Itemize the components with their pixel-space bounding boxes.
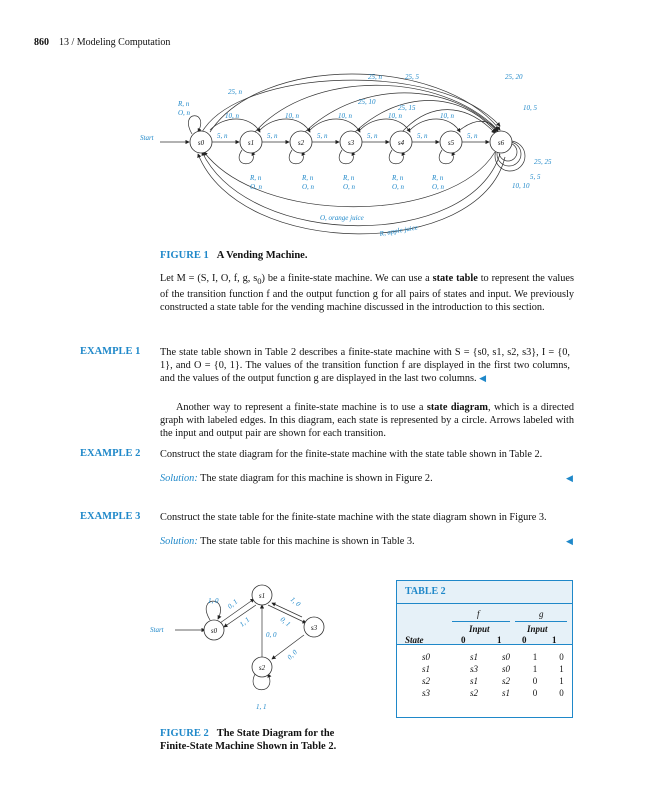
- end-example-icon: ◀: [479, 373, 487, 383]
- edge-label: 5, n: [267, 132, 278, 140]
- edge-label: 25, 20: [505, 73, 523, 81]
- edge-label: O, n: [250, 183, 263, 191]
- edge-label: 25, 25: [534, 158, 552, 166]
- edge-label: 5, n: [217, 132, 228, 140]
- edge-label: 25, 10: [358, 98, 376, 106]
- input-0: 0: [461, 635, 466, 645]
- page-number: 860: [34, 37, 49, 48]
- state-col-label: State: [405, 635, 424, 645]
- edge-label: 10, n: [225, 112, 239, 120]
- example3-solution: Solution: The state table for this machine is shown in Table 3.: [160, 536, 415, 547]
- input-label-g: Input: [527, 624, 548, 634]
- paragraph-state-diagram: Another way to represent a finite-state machine is to use a state diagram, which is a directed graph with labeled edges. In this diagram, each state is represented by a circle. Arrows labeled with the input and output pair are shown for each transition.: [160, 402, 574, 439]
- edge-label: 10, n: [388, 112, 402, 120]
- input-1: 1: [497, 635, 502, 645]
- edge-label: 10, n: [440, 112, 454, 120]
- edge-label: 5, n: [367, 132, 378, 140]
- example3-label: EXAMPLE 3: [80, 511, 141, 522]
- table-row: s2 s1 s2 0 1: [421, 676, 564, 686]
- chapter-title: 13 / Modeling Computation: [59, 37, 171, 48]
- state-label: s3: [310, 624, 318, 632]
- state-label: s4: [397, 139, 405, 147]
- edge-label: R, n: [392, 174, 404, 182]
- edge-label: 25, 5: [405, 73, 419, 81]
- edge-label: 1, 1: [256, 703, 267, 711]
- state-label: s2: [258, 664, 266, 672]
- edge-label: 10, 5: [523, 104, 537, 112]
- edge-label: O, n: [302, 183, 315, 191]
- figure2-state-diagram: [150, 575, 350, 715]
- table2-body: [397, 644, 572, 699]
- edge-label: 1, 0: [208, 597, 219, 605]
- state-label: s6: [497, 139, 505, 147]
- paragraph-state-table: Let M = (S, I, O, f, g, $s_0$) be a finite-state machine. We can use a state table to represent the values of the transition function f and the output function g for all pairs of states and input. We previously constructed a state table for the vending machine discussed in the introduction to this section.: [160, 273, 574, 314]
- state-label: s1: [247, 139, 255, 147]
- edge-label: 10, 10: [512, 182, 530, 190]
- input-0: 0: [522, 635, 527, 645]
- state-label: s2: [297, 139, 305, 147]
- table2: [396, 580, 573, 718]
- edge-label: 5, 5: [530, 173, 541, 181]
- edge-label: O, orange juice: [320, 214, 364, 222]
- table2-header: [397, 604, 572, 644]
- state-label: s0: [210, 627, 218, 635]
- edge-label: R, n: [178, 100, 190, 108]
- state-label: s0: [197, 139, 205, 147]
- figure1-vending-machine-diagram: [140, 60, 600, 240]
- input-label-f: Input: [469, 624, 490, 634]
- edge-label: O, n: [392, 183, 405, 191]
- state-label: s3: [347, 139, 355, 147]
- table2-title: TABLE 2: [397, 581, 572, 604]
- input-1: 1: [552, 635, 557, 645]
- edge-label: 1, 1: [238, 615, 252, 629]
- example2-solution: Solution: The state diagram for this machine is shown in Figure 2.: [160, 473, 433, 484]
- edge-label: R, n: [432, 174, 444, 182]
- example1-label: EXAMPLE 1: [80, 346, 141, 357]
- edge-label: R, apple juice: [378, 223, 419, 238]
- example2-label: EXAMPLE 2: [80, 448, 141, 459]
- edge-label: 10, n: [285, 112, 299, 120]
- figure1-caption: FIGURE 1 A Vending Machine.: [160, 250, 308, 261]
- edge-label: O, n: [343, 183, 356, 191]
- example1-text: The state table shown in Table 2 describes a finite-state machine with S = {s0, s1, s2, s3}, I = {0, 1}, and O = {0, 1}. The values of the transition function f are displayed in the first two columns, and the values of the output function g are displayed in the last two columns. ◀: [160, 347, 570, 384]
- example3-text: Construct the state table for the finite-state machine with the state diagram shown in Figure 3.: [160, 512, 547, 523]
- edge-label: 0, 0: [285, 648, 299, 662]
- f-header: f: [477, 609, 480, 619]
- edge-label: 25, n: [368, 73, 382, 81]
- edge-label: 0, 1: [226, 597, 240, 611]
- table2-rows: [397, 651, 572, 699]
- edge-label: 1, 0: [288, 595, 302, 609]
- example2-text: Construct the state diagram for the finite-state machine with the state table shown in Table 2.: [160, 449, 543, 460]
- table-row: s0 s1 s0 1 0: [421, 652, 564, 662]
- edge-label: R, n: [250, 174, 262, 182]
- table-row: s1 s3 s0 1 1: [421, 664, 564, 674]
- edge-label: R, n: [302, 174, 314, 182]
- table-row: s3 s2 s1 0 0: [421, 688, 564, 698]
- end-example-icon: ◀: [566, 473, 573, 483]
- edge-label: 10, n: [338, 112, 352, 120]
- edge-label: 5, n: [317, 132, 328, 140]
- state-label: s1: [258, 592, 266, 600]
- edge-label: O, n: [178, 109, 191, 117]
- running-header: [34, 37, 170, 48]
- start-label: Start: [140, 134, 154, 142]
- edge-label: 25, n: [228, 88, 242, 96]
- edge-label: 5, n: [467, 132, 478, 140]
- edge-label: 25, 15: [398, 104, 416, 112]
- figure2-caption: FIGURE 2 The State Diagram for the Finite-State Machine Shown in Table 2.: [160, 728, 337, 752]
- g-header: g: [539, 609, 544, 619]
- edge-label: 5, n: [417, 132, 428, 140]
- edge-label: O, n: [432, 183, 445, 191]
- edge-label: 0, 1: [278, 615, 292, 629]
- edge-label: 0, 0: [266, 631, 277, 639]
- edge-label: R, n: [343, 174, 355, 182]
- state-label: s5: [447, 139, 455, 147]
- start-label: Start: [150, 626, 164, 634]
- end-example-icon: ◀: [566, 536, 573, 546]
